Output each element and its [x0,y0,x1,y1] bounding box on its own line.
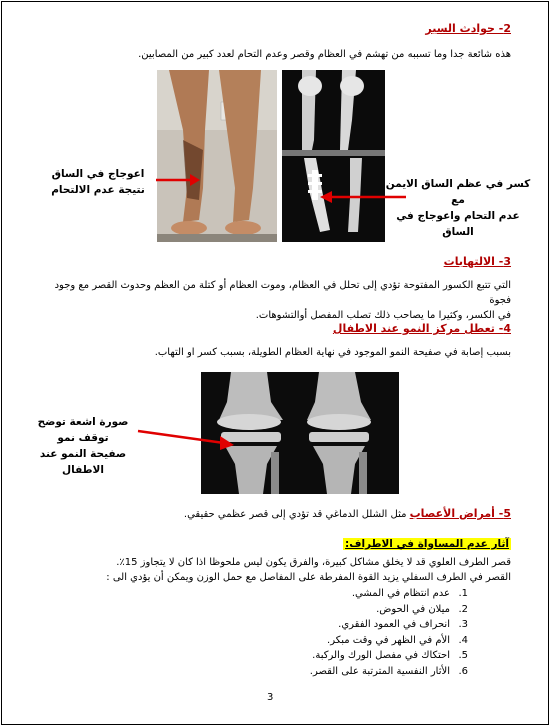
section-3-paragraph-line1: التي تتبع الكسور المفتوحة تؤدي إلى تحلل في العظام، وموت العظام أو كتلة من العظم وحدوث القصر مع وجود فجوة [54,280,511,306]
figure-2-caption-line2: صفيحة النمو عند الاطفال [39,448,127,476]
figure-1-right-caption-line1: كسر في عظم الساق الايمن مع [385,178,531,206]
section-5-line [31,506,511,522]
left-caption-arrow [152,172,202,188]
list-item-number: 2. [458,603,468,615]
figure-1-left-caption-line2: نتيجة عدم الالتحام [51,184,145,196]
list-item-text: الأثار النفسية المترتبة على القصر. [309,665,450,677]
list-item-text: الأم في الظهر في وقت مبكر. [327,634,450,646]
list-item-number: 3. [458,619,468,630]
leg-xray-image [282,70,385,242]
list-item-number: 4. [458,634,468,646]
list-item-text: ميلان في الحوض. [376,603,450,615]
figure-2-caption-line1: صورة اشعة توضح توقف نمو [37,416,129,444]
document-page [1,1,549,725]
effects-heading-wrap [343,532,511,551]
section-5-heading: 5- أمراض الأعصاب [409,507,511,520]
list-item [48,617,468,633]
section-3-heading: 3- الالتهابات [443,255,511,268]
list-item [48,586,468,602]
section-3-paragraph [31,278,511,323]
list-item-number: 6. [458,665,468,677]
effects-line-1: قصر الطرف العلوي قد لا يخلق مشاكل كبيرة، والفرق يكون ليس ملحوظا اذا كان لا يتجاوز 15٪. [116,557,511,568]
list-item [48,633,468,649]
list-item [48,664,468,680]
section-4-paragraph: بسبب إصابة في صفيحة النمو الموجود في نهاية العظام الطويلة، بسبب كسر او التهاب. [154,347,511,358]
figure-1-left-caption [38,166,158,198]
effects-intro [21,555,511,585]
page-number: 3 [267,692,274,703]
figure-1-right-caption [384,176,532,240]
list-item-number: 5. [458,650,468,661]
figure-2-caption [24,414,142,478]
list-item [48,648,468,664]
list-item [48,602,468,618]
section-5-text: مثل الشلل الدماغي قد تؤدي إلى قصر عظمي حقيقي. [183,509,410,520]
list-item-text: انحراف في العمود الفقري. [338,619,450,630]
effects-heading: آثار عدم المساواة في الاطراف: [345,538,509,550]
effects-line-2: القصر في الطرف السفلي يزيد القوة المفرطة على المفاصل مع حمل الوزن ويمكن أن يؤدي الى : [106,572,511,583]
leg-photo [157,70,277,242]
list-item-text: احتكاك في مفصل الورك والركبة. [312,650,450,661]
section-2-paragraph: هذه شائعة جدا وما تسببه من تهشم في العظام وقصر وعدم التحام لعدد كبير من المصابين. [138,49,511,60]
section-2-heading: 2- حوادث السير [425,22,511,35]
section-3-paragraph-line2: في الكسر، وكثيرا ما يصاحب ذلك تصلب المفصل أوالتشوهات. [255,310,511,321]
section-4-heading: 4- تعطل مركز النمو عند الاطفال [332,322,511,335]
list-item-number: 1. [458,588,468,599]
figure-2-arrow [136,428,236,450]
list-item-text: عدم انتظام في المشي. [351,588,450,599]
figure-1-left-caption-line1: اعوجاج في الساق [51,168,145,180]
right-caption-arrow [318,189,408,205]
effects-list [48,586,468,679]
figure-1-right-caption-line2: عدم التحام واعوجاج في الساق [396,210,520,238]
